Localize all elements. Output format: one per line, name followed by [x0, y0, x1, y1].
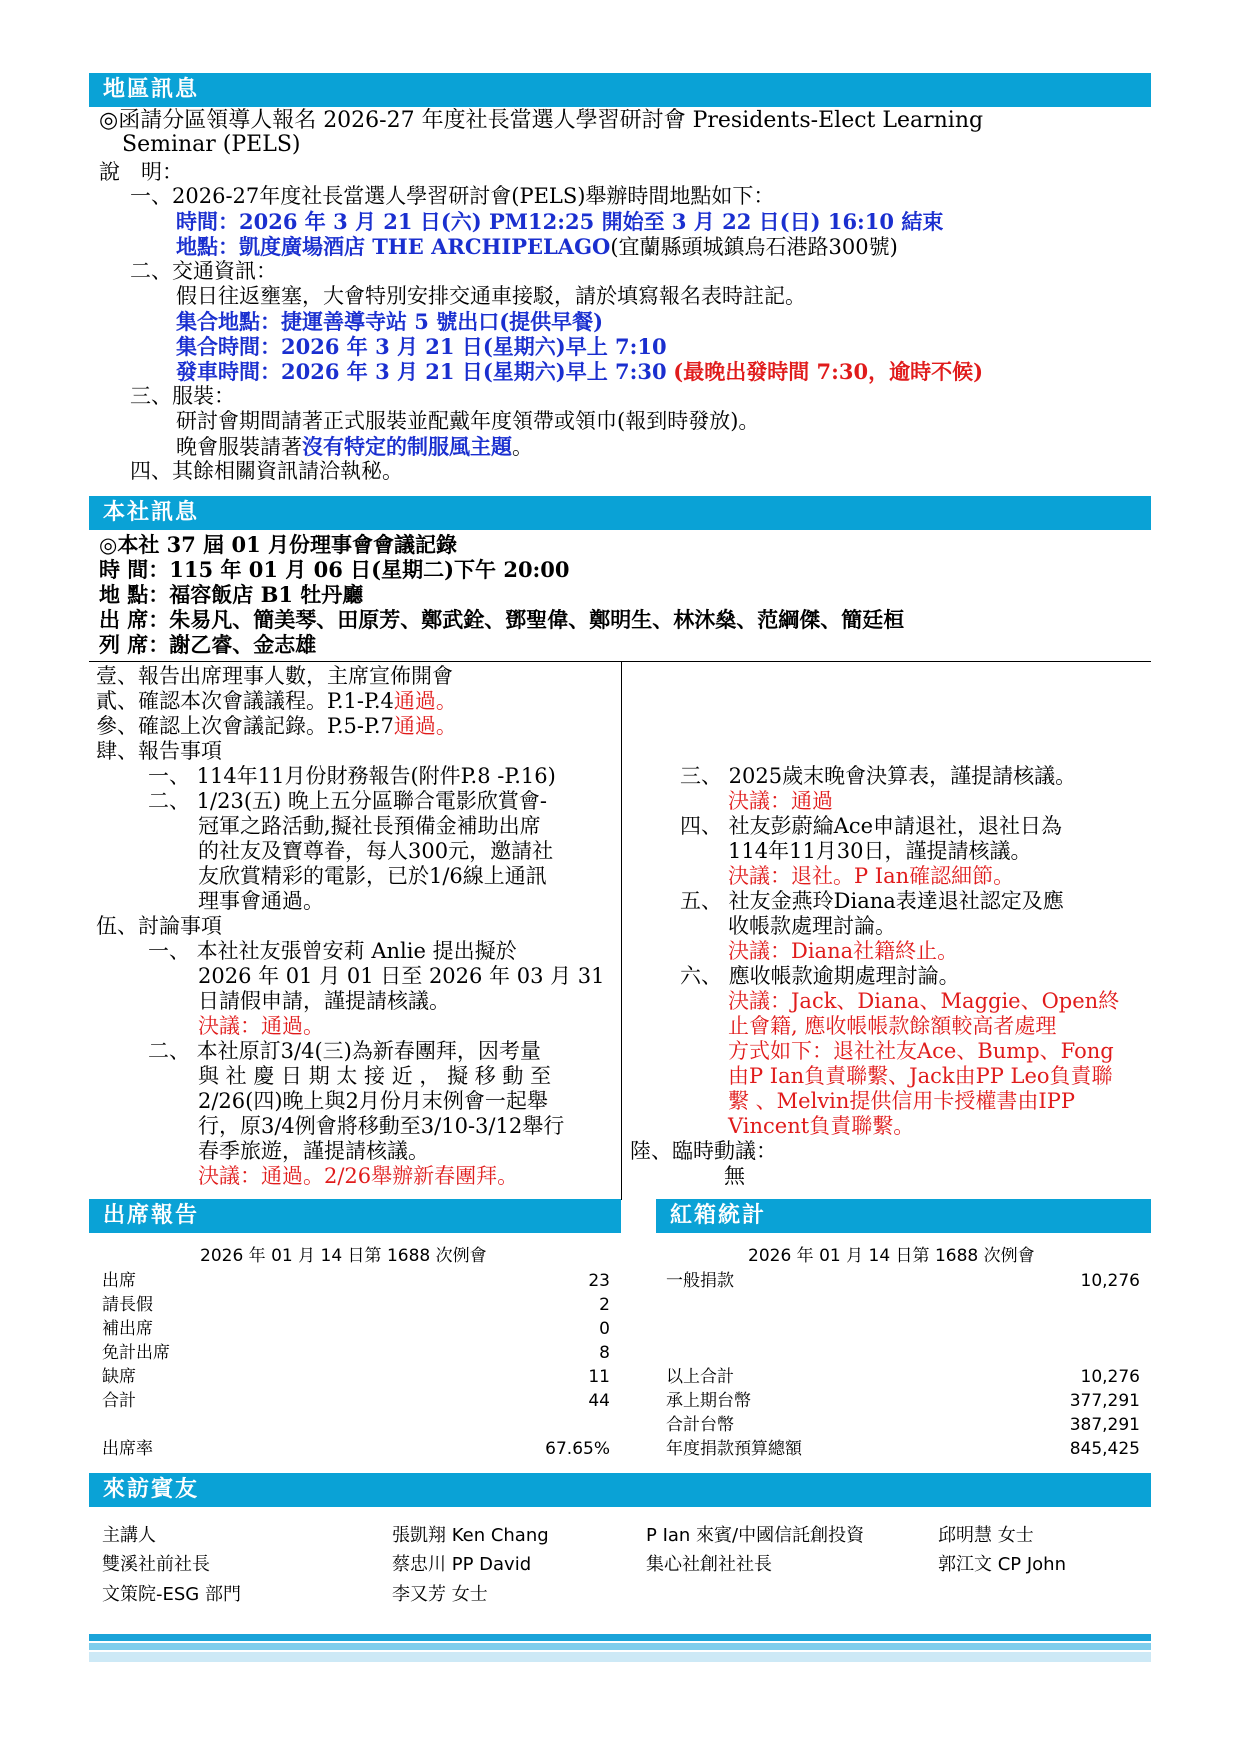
minutes-item: 肆、報告事項 — [96, 739, 222, 763]
redbox-label: 一般捐款 — [666, 1271, 734, 1291]
dress-2-a: 晚會服裝請著 — [176, 435, 302, 459]
visitor-name: 邱明慧 女士 — [938, 1525, 1034, 1546]
minutes-item: 一、 本社社友張曾安莉 Anlie 提出擬於 — [148, 939, 517, 963]
regional-title-1: ◎函請分區領導人報名 2026-27 年度社長當選人學習研討會 Presidents-Elect Learning — [99, 108, 984, 133]
minutes-item: 四、 社友彭蔚綸Ace申請退社，退社日為 — [680, 814, 1063, 838]
attendance-value: 2 — [599, 1295, 610, 1315]
redbox-label: 合計台幣 — [666, 1415, 734, 1435]
minutes-resolution: 方式如下：退社社友Ace、Bump、Fong — [728, 1039, 1114, 1063]
visitor-name: 郭江文 CP John — [938, 1554, 1067, 1575]
attendance-value: 44 — [588, 1391, 610, 1411]
attendance-label: 缺席 — [102, 1367, 136, 1387]
attendance-value: 0 — [599, 1319, 610, 1339]
minutes-item: 陸、臨時動議： — [630, 1139, 777, 1163]
attendance-label: 合計 — [102, 1391, 136, 1411]
event-place-name: 地點：凱度廣場酒店 THE ARCHIPELAGO — [176, 234, 611, 259]
meeting-attendees: 出 席：朱易凡、簡美琴、田原芳、鄭武銓、鄧聖偉、鄭明生、林沐燊、范綱傑、簡廷桓 — [99, 607, 905, 632]
event-time: 時間：2026 年 3 月 21 日(六) PM12:25 開始至 3 月 22 日(日) 16:10 結束 — [176, 209, 944, 234]
minutes-item: 六、 應收帳款逾期處理討論。 — [680, 964, 960, 988]
meeting-title: ◎本社 37 屆 01 月份理事會會議記錄 — [99, 532, 458, 557]
event-place — [176, 234, 898, 260]
redbox-value: 845,425 — [1069, 1439, 1140, 1459]
visitor-title: 集心社創社社長 — [646, 1554, 772, 1575]
minutes-item: 冠軍之路活動,擬社長預備金補助出席 — [198, 814, 541, 838]
meet-time: 集合時間：2026 年 3 月 21 日(星期六)早上 7:10 — [176, 334, 667, 359]
minutes-resolution: 決議：通過 — [728, 789, 833, 813]
minutes-item: 2026 年 01 月 01 日至 2026 年 03 月 31 — [198, 964, 605, 988]
visitors-header: 來訪賓友 — [89, 1473, 1151, 1507]
footer-stripe — [89, 1634, 1151, 1641]
regional-item-2: 二、交通資訊： — [130, 259, 277, 283]
attendance-value: 23 — [588, 1271, 610, 1291]
attendance-label: 出席 — [102, 1271, 136, 1291]
depart-note: (最晚出發時間 7:30，逾時不候) — [673, 359, 984, 384]
visitor-title: 文策院-ESG 部門 — [102, 1584, 241, 1605]
minutes-resolution: 由P Ian負責聯繫、Jack由PP Leo負責聯 — [728, 1064, 1113, 1088]
attendance-header: 出席報告 — [89, 1199, 621, 1233]
meet-place: 集合地點：捷運善導寺站 5 號出口(提供早餐) — [176, 309, 604, 334]
attendance-rate-label: 出席率 — [102, 1439, 153, 1459]
minutes-item: 二、 本社原訂3/4(三)為新春團拜，因考量 — [148, 1039, 541, 1063]
attendance-label: 免計出席 — [102, 1343, 170, 1363]
visitor-title: 雙溪社前社長 — [102, 1554, 210, 1575]
minutes-item: 無 — [724, 1164, 745, 1188]
footer-stripe — [89, 1652, 1151, 1662]
visitor-name: 蔡忠川 PP David — [392, 1554, 532, 1575]
footer-stripe — [89, 1643, 1151, 1650]
minutes-item: 貳、確認本次會議議程。P.1-P.4通過。 — [96, 689, 457, 713]
minutes-item: 的社友及寶尊眷，每人300元，邀請社 — [198, 839, 554, 863]
redbox-value: 10,276 — [1080, 1271, 1140, 1291]
minutes-resolution: 決議：通過。2/26舉辦新春團拜。 — [198, 1164, 519, 1188]
regional-title-2: Seminar (PELS) — [122, 132, 301, 157]
club-header: 本社訊息 — [89, 496, 1151, 530]
regional-item-3: 三、服裝： — [130, 384, 235, 408]
redbox-value: 10,276 — [1080, 1367, 1140, 1387]
minutes-item: 五、 社友金燕玲Diana表達退社認定及應 — [680, 889, 1064, 913]
event-place-address: (宜蘭縣頭城鎮烏石港路300號) — [610, 235, 898, 259]
minutes-resolution: 決議：退社。P Ian確認細節。 — [728, 864, 1015, 888]
redbox-label: 年度捐款預算總額 — [666, 1439, 802, 1459]
minutes-resolution: 決議：Diana社籍終止。 — [728, 939, 959, 963]
visitor-title: 主講人 — [102, 1525, 156, 1546]
dress-2-c: 。 — [512, 435, 533, 459]
dress-1: 研討會期間請著正式服裝並配戴年度領帶或領巾(報到時發放)。 — [176, 409, 760, 433]
regional-header: 地區訊息 — [89, 73, 1151, 107]
minutes-item: 友欣賞精彩的電影，已於1/6線上通訊 — [198, 864, 547, 888]
redbox-value: 387,291 — [1069, 1415, 1140, 1435]
meeting-time: 時 間：115 年 01 月 06 日(星期二)下午 20:00 — [99, 557, 570, 582]
visitor-name: 張凱翔 Ken Chang — [392, 1525, 549, 1546]
redbox-label: 承上期台幣 — [666, 1391, 751, 1411]
minutes-resolution: 決議：Jack、Diana、Maggie、Open終 — [728, 989, 1120, 1013]
attendance-label: 補出席 — [102, 1319, 153, 1339]
minutes-item: 壹、報告出席理事人數，主席宣佈開會 — [96, 664, 453, 688]
minutes-resolution: 決議：通過。 — [198, 1014, 324, 1038]
minutes-item: 理事會通過。 — [198, 889, 324, 913]
minutes-item: 一、 114年11月份財務報告(附件P.8 -P.16) — [148, 764, 556, 788]
minutes-item: 二、 1/23(五) 晚上五分區聯合電影欣賞會- — [148, 789, 547, 813]
meeting-place: 地 點：福容飯店 B1 牡丹廳 — [99, 582, 364, 607]
minutes-item: 與 社 慶 日 期 太 接 近 ， 擬 移 動 至 — [198, 1064, 552, 1088]
dress-2 — [176, 434, 533, 460]
attendance-label: 請長假 — [102, 1295, 153, 1315]
meeting-observers: 列 席：謝乙睿、金志雄 — [99, 632, 317, 657]
dress-2-theme: 沒有特定的制服風主題 — [302, 434, 512, 459]
minutes-item: 春季旅遊，謹提請核議。 — [198, 1139, 429, 1163]
regional-item-1: 一、2026-27年度社長當選人學習研討會(PELS)舉辦時間地點如下： — [130, 184, 775, 208]
attendance-meeting: 2026 年 01 月 14 日第 1688 次例會 — [200, 1246, 487, 1266]
minutes-item: 伍、討論事項 — [96, 914, 222, 938]
minutes-resolution: 繫 、Melvin提供信用卡授權書由IPP — [728, 1089, 1075, 1113]
visitor-name: 李又芳 女士 — [392, 1584, 488, 1605]
minutes-item: 收帳款處理討論。 — [728, 914, 896, 938]
visitor-title: P Ian 來賓/中國信託創投資 — [646, 1525, 865, 1546]
attendance-value: 8 — [599, 1343, 610, 1363]
minutes-item: 行，原3/4例會將移動至3/10-3/12舉行 — [198, 1114, 565, 1138]
desc-label: 說 明： — [99, 160, 183, 184]
attendance-value: 11 — [588, 1367, 610, 1387]
traffic-note: 假日往返壅塞，大會特別安排交通車接駁，請於填寫報名表時註記。 — [176, 284, 806, 308]
minutes-resolution: Vincent負責聯繫。 — [728, 1114, 915, 1138]
minutes-item: 114年11月30日，謹提請核議。 — [728, 839, 1032, 863]
minutes-item: 三、 2025歲末晚會決算表，謹提請核議。 — [680, 764, 1077, 788]
regional-item-4: 四、其餘相關資訊請洽執秘。 — [130, 459, 403, 483]
redbox-label: 以上合計 — [666, 1367, 734, 1387]
attendance-rate-value: 67.65% — [545, 1439, 610, 1459]
minutes-item: 參、確認上次會議記錄。P.5-P.7通過。 — [96, 714, 457, 738]
redbox-meeting: 2026 年 01 月 14 日第 1688 次例會 — [748, 1246, 1035, 1266]
redbox-value: 377,291 — [1069, 1391, 1140, 1411]
minutes-item: 日請假申請，謹提請核議。 — [198, 989, 450, 1013]
depart-time-line — [176, 359, 983, 385]
minutes-resolution: 止會籍, 應收帳帳款餘額較高者處理 — [728, 1014, 1057, 1038]
depart-time: 發車時間：2026 年 3 月 21 日(星期六)早上 7:30 — [176, 359, 667, 384]
minutes-item: 2/26(四)晚上與2月份月末例會一起舉 — [198, 1089, 548, 1113]
redbox-header: 紅箱統計 — [656, 1199, 1151, 1233]
